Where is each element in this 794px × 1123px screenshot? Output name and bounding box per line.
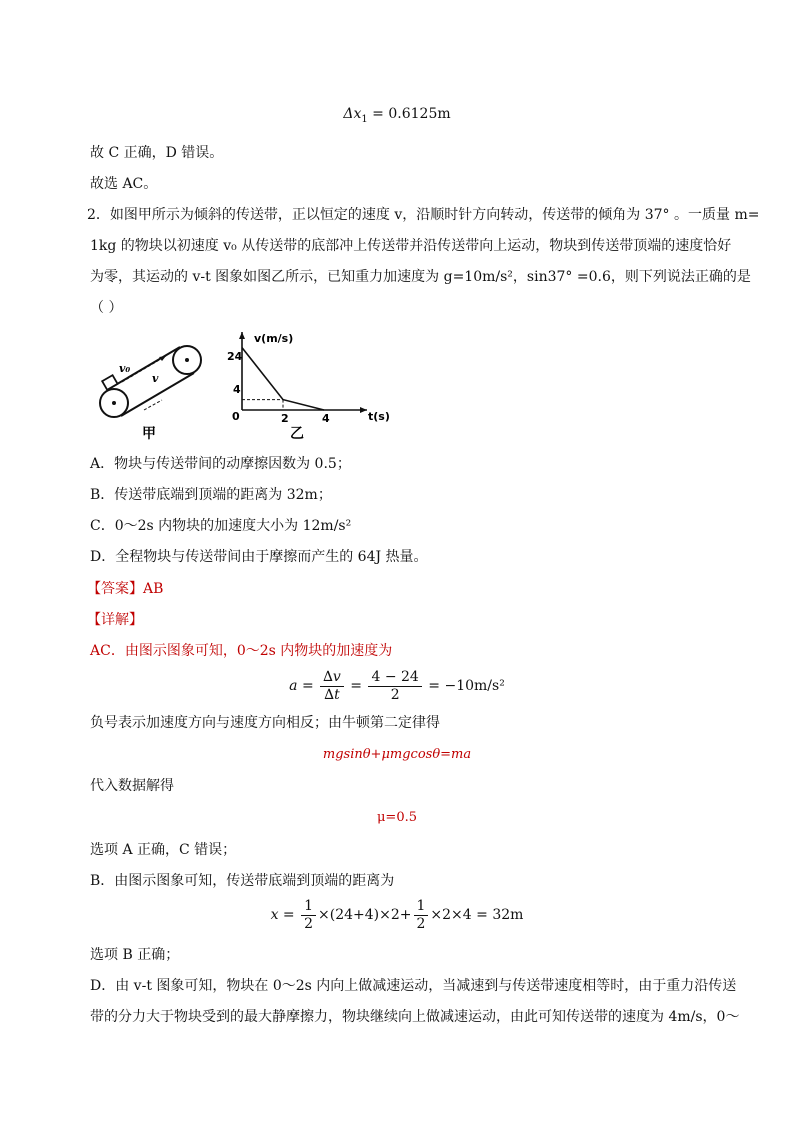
option-a: A．物块与传送带间的动摩擦因数为 0.5；: [90, 456, 351, 472]
d-line-1: D．由 v-t 图象可知，物块在 0～2s 内向上做减速运动，当减速到与传送带速度相等时，由于重力沿传送: [90, 978, 737, 994]
dist-frac-2: [414, 898, 429, 933]
option-b: B．传送带底端到顶端的距离为 32m；: [90, 487, 332, 503]
option-c: C．0～2s 内物块的加速度大小为 12m/s²: [90, 518, 352, 534]
dist-frac-2-num: 1: [414, 898, 429, 916]
dist-part-2: ×2×4 = 32m: [430, 907, 524, 923]
origin-label: 0: [232, 410, 240, 423]
question-line-2: 1kg 的物块以初速度 v₀ 从传送带的底部冲上传送带并沿传送带向上运动，物块到传送带顶端的速度恰好: [90, 238, 732, 254]
y-tick-24: 24: [227, 350, 243, 363]
top-formula-sub: 1: [361, 113, 368, 125]
x-axis-arrow: [360, 407, 367, 413]
acc-frac-1-num: ∆v: [320, 669, 344, 687]
distance-formula: [0, 895, 794, 935]
acc-rhs: = −10m/s²: [428, 678, 505, 694]
acc-lhs: a =: [289, 678, 314, 694]
acceleration-formula: [0, 666, 794, 706]
top-formula-lhs: Δx: [343, 106, 362, 122]
top-pulley-axle: [185, 358, 189, 362]
label-yi: 乙: [290, 426, 304, 442]
acc-frac-1-den: ∆t: [324, 686, 340, 703]
conveyor-belt-diagram: [100, 346, 201, 417]
sign-note: 负号表示加速度方向与速度方向相反；由牛顿第二定律得: [90, 715, 440, 731]
option-d: D．全程物块与传送带间由于摩擦而产生的 64J 热量。: [90, 549, 428, 565]
block: [102, 375, 117, 390]
mu-result: μ=0.5: [376, 810, 417, 825]
a-conclusion: 选项 A 正确，C 错误；: [90, 842, 237, 858]
d-line-2: 带的分力大于物块受到的最大静摩擦力，物块继续向上做减速运动，由此可知传送带的速度为 4m/s，0～: [90, 1009, 740, 1025]
question-figure: [92, 330, 392, 442]
question-line-3: 为零，其运动的 v-t 图象如图乙所示，已知重力加速度为 g=10m/s²，sin37° =0.6，则下列说法正确的是: [90, 269, 751, 285]
prev-conclusion: 故 C 正确，D 错误。: [90, 145, 224, 161]
dist-frac-1-den: 2: [304, 915, 314, 932]
acc-frac-2: [368, 669, 421, 704]
acc-eq: =: [350, 678, 363, 694]
question-line-4: （ ）: [90, 300, 123, 316]
substitute-text: 代入数据解得: [90, 778, 174, 794]
y-tick-4: 4: [233, 383, 241, 396]
v-label: v: [152, 372, 159, 385]
prev-answer: 故选 AC。: [90, 176, 158, 192]
x-tick-2: 2: [281, 412, 289, 425]
question-text-1: 如图甲所示为倾斜的传送带，正以恒定的速度 v，沿顺时针方向转动，传送带的倾角为 37° 。一质量 m=: [109, 207, 760, 223]
figure-svg: [92, 330, 392, 442]
solution-ac-intro: AC．由图示图象可知，0～2s 内物块的加速度为: [90, 643, 393, 659]
y-axis-arrow: [239, 332, 245, 339]
dist-part-1: ×(24+4)×2+: [318, 907, 412, 923]
x-tick-4: 4: [322, 412, 330, 425]
v0-label: v₀: [119, 362, 131, 375]
dist-frac-1: [301, 898, 316, 933]
dist-frac-1-num: 1: [301, 898, 316, 916]
question-line-1: [87, 205, 759, 225]
top-formula: [0, 104, 794, 130]
b-intro: B．由图示图象可知，传送带底端到顶端的距离为: [90, 873, 395, 889]
acc-frac-1: [320, 669, 344, 704]
acc-frac-2-num: 4 − 24: [368, 669, 421, 687]
b-conclusion: 选项 B 正确；: [90, 947, 180, 963]
acc-frac-2-den: 2: [390, 686, 400, 703]
x-axis-label: t(s): [368, 410, 390, 423]
answer-label: 【答案】AB: [87, 581, 164, 597]
bottom-pulley-axle: [112, 401, 116, 405]
y-axis-label: v(m/s): [254, 332, 294, 345]
detail-label: 【详解】: [87, 612, 143, 628]
top-formula-rhs: = 0.6125m: [367, 106, 451, 122]
newton-equation: mgsinθ+μmgcosθ=ma: [322, 747, 472, 762]
question-number: 2．: [87, 207, 110, 223]
label-jia: 甲: [142, 426, 156, 442]
dist-lhs: x =: [270, 907, 295, 923]
dist-frac-2-den: 2: [416, 915, 426, 932]
